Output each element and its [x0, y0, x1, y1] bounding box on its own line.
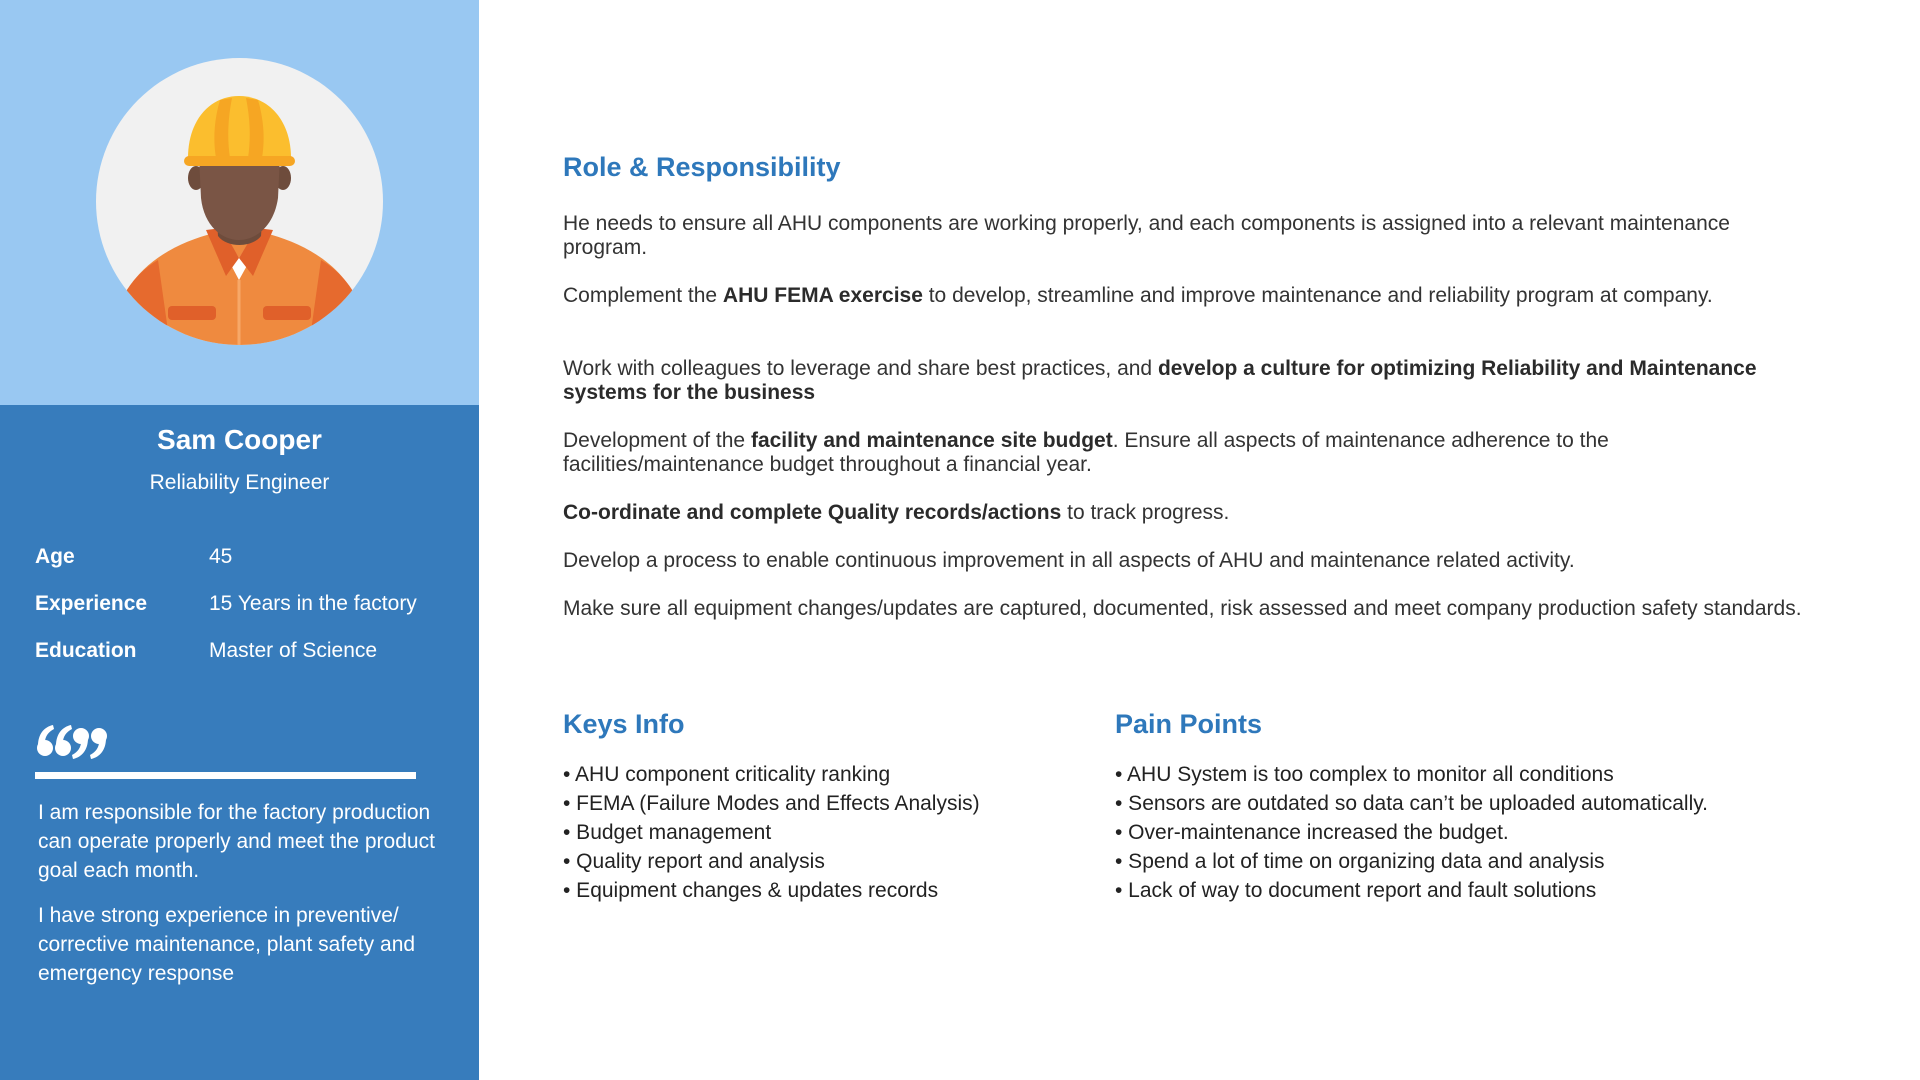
list-item: • Equipment changes & updates records [563, 879, 939, 902]
quote-paragraph: I am responsible for the factory production can operate properly and meet the product goal each month. [38, 801, 435, 882]
fact-label: Age [35, 545, 75, 568]
quote-divider [35, 772, 416, 779]
responsibility-paragraph: Development of the facility and maintenance site budget. Ensure all aspects of maintenance adherence to the facilities/maintenance budget throughout a financial year. [563, 429, 1609, 476]
role-responsibility-heading: Role & Responsibility [563, 152, 841, 182]
avatar [96, 58, 383, 345]
responsibility-paragraph: Work with colleagues to leverage and share best practices, and develop a culture for optimizing Reliability and Maintenance systems for the business [563, 357, 1757, 404]
responsibility-paragraph: He needs to ensure all AHU components are working properly, and each components is assigned into a relevant maintenance program. [563, 212, 1730, 259]
list-item: • AHU component criticality ranking [563, 763, 891, 786]
fact-experience [35, 592, 465, 622]
list-item: • Lack of way to document report and fault solutions [1115, 879, 1597, 902]
pain-points-list [1115, 760, 1708, 905]
responsibility-paragraph: Develop a process to enable continuous improvement in all aspects of AHU and maintenance related activity. [563, 549, 1575, 572]
pain-points-heading: Pain Points [1115, 709, 1263, 739]
list-item: • Spend a lot of time on organizing data and analysis [1115, 850, 1605, 873]
list-item: • Quality report and analysis [563, 850, 825, 873]
responsibility-paragraph: Make sure all equipment changes/updates are captured, documented, risk assessed and meet company production safety standards. [563, 597, 1802, 620]
fact-label: Education [35, 639, 137, 662]
responsibility-paragraph: Complement the AHU FEMA exercise to develop, streamline and improve maintenance and reliability program at company. [563, 284, 1713, 307]
list-item: • AHU System is too complex to monitor all conditions [1115, 763, 1614, 786]
keys-info-list [563, 760, 980, 905]
persona-job-title: Reliability Engineer [149, 471, 330, 494]
fact-label: Experience [35, 592, 148, 615]
avatar-banner [0, 0, 479, 405]
keys-info-heading: Keys Info [563, 709, 685, 739]
fact-education [35, 639, 465, 669]
fact-value: 15 Years in the factory [209, 592, 417, 615]
list-item: • FEMA (Failure Modes and Effects Analysis) [563, 792, 980, 815]
list-item: • Budget management [563, 821, 772, 844]
list-item: • Sensors are outdated so data can’t be uploaded automatically. [1115, 792, 1709, 815]
profile-sidebar [0, 0, 479, 1080]
quote-icon [36, 724, 108, 760]
list-item: • Over-maintenance increased the budget. [1115, 821, 1509, 844]
quote-paragraph: I have strong experience in preventive/ corrective maintenance, plant safety and emergency response [38, 904, 416, 985]
fact-age [35, 545, 465, 575]
responsibility-paragraph: Co-ordinate and complete Quality records/actions to track progress. [563, 501, 1230, 524]
fact-value: 45 [209, 545, 233, 568]
persona-name: Sam Cooper [157, 424, 322, 455]
fact-value: Master of Science [209, 639, 378, 662]
worker-hardhat-avatar-icon [96, 58, 383, 345]
main-content [563, 0, 1883, 1080]
